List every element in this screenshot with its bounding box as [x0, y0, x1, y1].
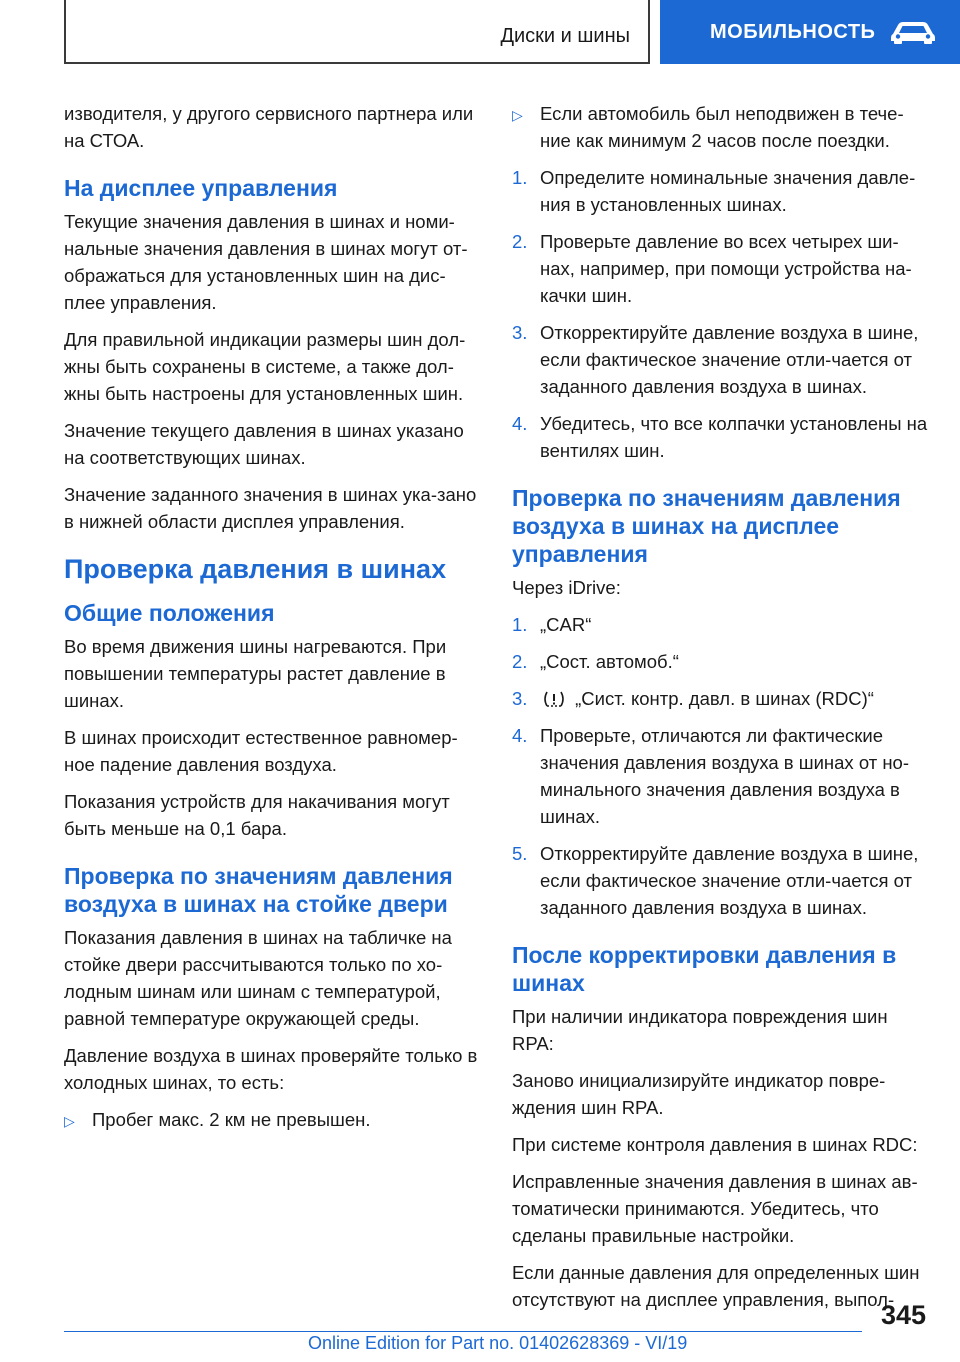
tire-pressure-warning-icon: [542, 690, 566, 708]
step-number: 5.: [512, 843, 528, 864]
chapter-tab-mobility[interactable]: [660, 0, 960, 64]
step-number: 4.: [512, 413, 528, 434]
idrive-steps: [512, 611, 928, 921]
paragraph: Текущие значения давления в шинах и номи-нальные значения давления в шинах могут от-ображаться для установленных шин на дис-плее управления.: [64, 211, 468, 313]
list-item: 5. Откорректируйте давление воздуха в шине, если фактическое значение отли-чается от заданного давления воздуха в шинах.: [512, 840, 928, 921]
list-item: 2. Проверьте давление во всех четырех ши-нах, например, при помощи устройства на-качки шин.: [512, 228, 928, 309]
paragraph: Значение заданного значения в шинах ука-зано в нижней области дисплея управления.: [64, 484, 477, 532]
list-item: ▷ Если автомобиль был неподвижен в тече-ние как минимум 2 часов после поездки.: [512, 103, 904, 151]
triangle-bullet-icon: ▷: [512, 107, 523, 123]
list-item: 2. „Сост. автомоб.“: [512, 648, 928, 675]
header-section-box: [64, 0, 650, 64]
footer-divider: [64, 1331, 862, 1332]
condition-list: [64, 1106, 478, 1133]
list-item: 4. Убедитесь, что все колпачки установлены на вентилях шин.: [512, 410, 928, 464]
left-column: [64, 100, 478, 1143]
step-number: 3.: [512, 688, 528, 709]
heading-control-display: На дисплее управления: [64, 175, 338, 201]
paragraph: При системе контроля давления в шинах RDC:: [512, 1134, 918, 1155]
section-title: Диски и шины: [500, 25, 630, 47]
heading-general: Общие положения: [64, 600, 275, 626]
car-icon: [889, 19, 937, 45]
heading-door-pillar-values: Проверка по значениям давления воздуха в шинах на стойке двери: [64, 863, 453, 917]
paragraph: Давление воздуха в шинах проверяйте только в холодных шинах, то есть:: [64, 1045, 478, 1093]
list-item: 1. „CAR“: [512, 611, 928, 638]
list-item: 3. Откорректируйте давление воздуха в шине, если фактическое значение отли-чается от заданного давления воздуха в шинах.: [512, 319, 928, 400]
paragraph: Исправленные значения давления в шинах ав-томатически принимаются. Убедитесь, что сделаны правильные настройки.: [512, 1171, 918, 1246]
step-number: 2.: [512, 651, 528, 672]
list-item: 1. Определите номинальные значения давле-ния в установленных шинах.: [512, 164, 928, 218]
paragraph: Во время движения шины нагреваются. При повышении температуры растет давление в шинах.: [64, 636, 447, 711]
chapter-tab-label: МОБИЛЬНОСТЬ: [710, 20, 876, 43]
triangle-bullet-icon: ▷: [64, 1113, 75, 1129]
right-column: [512, 100, 928, 1323]
heading-after-correction: После корректировки давления в шинах: [512, 942, 897, 996]
step-number: 1.: [512, 167, 528, 188]
paragraph: В шинах происходит естественное равномер-ное падение давления воздуха.: [64, 727, 458, 775]
paragraph: Для правильной индикации размеры шин дол-жны быть сохранены в системе, а также дол-жны быть настроены для установленных шин.: [64, 329, 466, 404]
step-number: 2.: [512, 231, 528, 252]
paragraph: Заново инициализируйте индикатор повре-ждения шин RPA.: [512, 1070, 886, 1118]
heading-display-values: Проверка по значениям давления воздуха в шинах на дисплее управления: [512, 485, 901, 567]
paragraph: Значение текущего давления в шинах указано на соответствующих шинах.: [64, 420, 464, 468]
list-item: 3. „Сист. контр. давл. в шинах (RDC)“: [512, 685, 928, 712]
footer-edition: Online Edition for Part no. 01402628369 - VI/19: [308, 1333, 688, 1353]
paragraph: Через iDrive:: [512, 577, 621, 598]
step-number: 4.: [512, 725, 528, 746]
heading-tire-pressure-check: Проверка давления в шинах: [64, 554, 447, 584]
paragraph: Если данные давления для определенных шин отсутствуют на дисплее управления, выпол-: [512, 1262, 920, 1310]
step-number: 1.: [512, 614, 528, 635]
list-item: 4. Проверьте, отличаются ли фактические значения давления воздуха в шинах от но-минального значения давления воздуха в шинах.: [512, 722, 928, 830]
condition-list-continued: [512, 100, 928, 154]
step-number: 3.: [512, 322, 528, 343]
paragraph: изводителя, у другого сервисного партнера или на СТОА.: [64, 103, 474, 151]
paragraph: Показания давления в шинах на табличке на стойке двери рассчитываются только по хо-лодным шинам или шинам с температурой, равной температуре окружающей среды.: [64, 927, 452, 1029]
paragraph: При наличии индикатора повреждения шин RPA:: [512, 1006, 888, 1054]
list-item: ▷ Пробег макс. 2 км не превышен.: [64, 1106, 478, 1133]
paragraph: Показания устройств для накачивания могут быть меньше на 0,1 бара.: [64, 791, 450, 839]
page-number: 345: [880, 1300, 926, 1330]
procedure-steps: [512, 164, 928, 464]
